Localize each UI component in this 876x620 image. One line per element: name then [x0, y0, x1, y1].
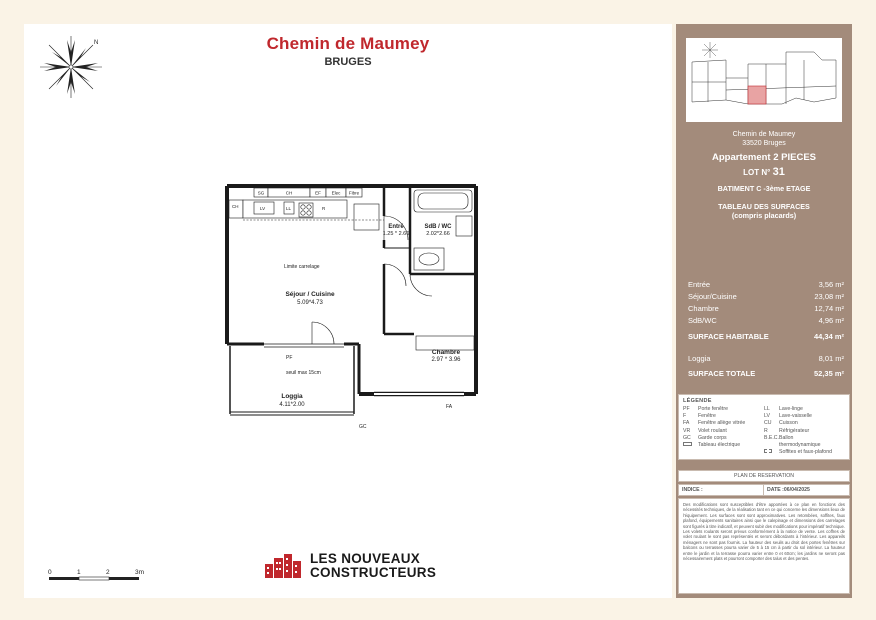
fa-label: FA	[446, 404, 453, 410]
index-label: INDICE :	[678, 484, 764, 496]
loggia-row	[688, 354, 844, 363]
lot-label: LOT N°	[743, 168, 771, 177]
legend-item: Soffites et faux-plafond	[764, 449, 845, 456]
ll-label: LL	[286, 206, 292, 211]
scale-tick-0: 0	[48, 569, 52, 576]
brand-logo	[264, 552, 436, 580]
scale-tick-1: 1	[77, 569, 81, 576]
surface-row	[688, 316, 844, 325]
key-plan-highlight	[748, 86, 766, 104]
legend-item: PF Porte fenêtre	[683, 406, 728, 412]
soffit-icon	[764, 449, 772, 453]
r-label: R	[322, 206, 326, 211]
legend-item: thermodynamique	[779, 442, 821, 449]
surface-label: SdB/WC	[688, 316, 717, 325]
loggia-label: Loggia	[688, 354, 711, 363]
electric-panel-icon	[683, 442, 692, 446]
surface-label: Chambre	[688, 304, 719, 313]
scale-tick-3: 3m	[135, 569, 145, 576]
cell-ch: CH	[285, 190, 293, 196]
surface-value: 4,96 m²	[818, 316, 844, 325]
disclaimer: Des modifications sont susceptibles d'être apportées à ce plan en fonctions des nécessités techniques, de la réalisation tant en ce qui concerne les dimensions lieux de l'équipement. Les surfaces sont sont approximatives. Les retombées, soffites, faux plafond, équipements sanitaires ainsi que le calepinage et dimensions des carrelages sont figurés à titre indicatif, et peuvent subir des modifications pour impératif technique. Les volets roulants seront prévus conformément à la notice de vente. Les coffres de volet roulant le sont pas représentés et seront débordants à l'intérieur. Les appareils ménagers ne sont pas fournis. La hauteur des seuils au droit des portes fenêtres sur balcons ou terrasses pourra varier de 5 à 15 cm à partir du sol intérieur. La hauteur entre le jardin et la terrasse pourra varier entre 0 et 60cm; les jardins ne seront pas nécessairement plats et pourront comporter des talus et des pentes.	[678, 498, 850, 594]
index-date-row	[678, 484, 850, 496]
legend-item: Tableau électrique	[683, 442, 764, 449]
project-city: BRUGES	[324, 56, 372, 68]
lot-number: 31	[772, 166, 785, 178]
surface-totale-row	[688, 369, 844, 378]
surface-value: 23,08 m²	[814, 292, 844, 301]
legend-item: R Réfrigérateur	[764, 427, 810, 434]
brand-line1: LES NOUVEAUX	[310, 551, 421, 566]
cell-ef: EF	[315, 190, 321, 196]
plan-sheet	[24, 24, 672, 598]
surface-label: Entrée	[688, 280, 711, 289]
cell-elec: Elec	[331, 190, 341, 196]
apartment-type: Appartement 2 PIECES	[712, 152, 816, 163]
surface-row	[688, 304, 844, 313]
address-line2: 33520 Bruges	[742, 140, 786, 147]
room-loggia-name: Loggia	[281, 393, 303, 400]
legend-item: LV Lave-vaisselle	[764, 413, 812, 420]
address-line1: Chemin de Maumey	[732, 131, 796, 138]
surfaces-subtitle: (compris placards)	[731, 211, 797, 220]
legend-item: B.E.C. Ballon	[764, 434, 794, 441]
legend-item: CU Cuisson	[764, 420, 798, 427]
legend	[678, 394, 850, 460]
lv-label: LV	[260, 206, 266, 211]
gc-label: GC	[359, 424, 367, 430]
room-entree-name: Entré	[388, 224, 404, 230]
brand-buildings-icon	[264, 552, 302, 580]
surface-label: Séjour/Cuisine	[688, 292, 737, 301]
scale-tick-2: 2	[106, 569, 110, 576]
room-sejour-name: Séjour / Cuisine	[285, 291, 335, 298]
legend-item: VR Volet roulant	[683, 427, 727, 434]
surface-row	[688, 280, 844, 289]
ch-label: CH	[232, 204, 239, 209]
compass-rose-icon	[36, 32, 106, 102]
legend-item: FA Fenêtre allège vitrée	[683, 420, 746, 427]
surface-value: 12,74 m²	[814, 304, 844, 313]
date-label: DATE :06/04/2025	[764, 484, 850, 496]
address	[676, 130, 852, 148]
floor-plan	[224, 184, 484, 430]
room-chambre-name: Chambre	[431, 349, 461, 356]
surface-row	[688, 292, 844, 301]
legend-item: F Fenêtre	[683, 413, 716, 420]
cell-sg: SG	[257, 190, 265, 196]
room-sejour-dims: 5.09*4.73	[297, 300, 323, 306]
north-label: N	[94, 40, 99, 46]
building-floor: BATIMENT C -3ème ETAGE	[717, 184, 811, 193]
room-loggia-dims: 4.11*2.00	[279, 402, 305, 408]
pf-label: PF	[286, 355, 293, 361]
cell-fibre: Fibre	[348, 190, 360, 196]
room-sdb-dims: 2.02*2.66	[426, 231, 450, 237]
loggia-value: 8,01 m²	[818, 354, 844, 363]
legend-item: LL Lave-linge	[764, 406, 803, 412]
brand-line2: CONSTRUCTEURS	[310, 565, 437, 580]
scale-bar	[44, 568, 164, 584]
surface-totale-value: 52,35 m²	[813, 369, 844, 378]
project-title: Chemin de Maumey	[266, 34, 430, 53]
legend-item: GC Garde corps	[683, 434, 727, 441]
seuil-label: seuil max 15cm	[286, 370, 321, 376]
plan-reservation-label: PLAN DE RESERVATION	[678, 470, 850, 482]
key-plan	[686, 38, 842, 122]
room-entree-dims: 1.25 * 2.66	[382, 231, 410, 237]
surface-value: 3,56 m²	[818, 280, 844, 289]
lot-line	[676, 166, 852, 178]
legend-title: LÉGENDE	[683, 398, 712, 404]
surface-habitable-value: 44,34 m²	[813, 332, 844, 341]
surfaces-title	[676, 202, 852, 220]
header	[24, 34, 672, 68]
surface-habitable-label: SURFACE HABITABLE	[688, 332, 769, 341]
surfaces-title-line: TABLEAU DES SURFACES	[718, 202, 810, 211]
room-chambre-dims: 2.97 * 3.96	[431, 357, 461, 363]
surface-habitable-row	[688, 332, 844, 341]
surface-totale-label: SURFACE TOTALE	[688, 369, 756, 378]
room-sdb-name: SdB / WC	[424, 224, 452, 230]
limite-carrelage-label: Limite carrelage	[284, 264, 320, 270]
info-panel	[676, 24, 852, 598]
